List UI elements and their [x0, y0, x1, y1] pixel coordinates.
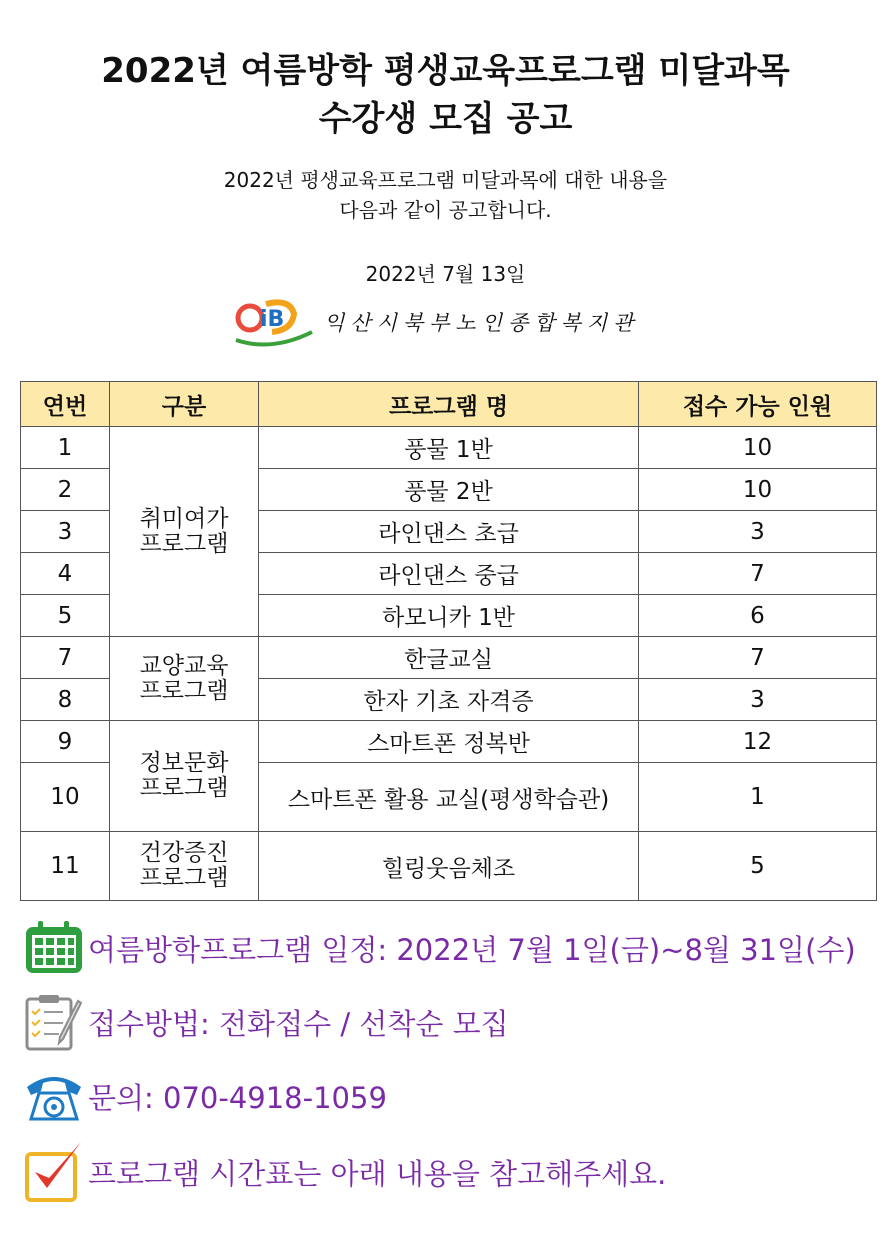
program-name: 풍물 2반 — [259, 469, 639, 511]
organization-name: 익산시북부노인종합복지관 — [324, 311, 640, 335]
row-number: 1 — [21, 427, 110, 469]
program-table — [20, 381, 877, 901]
schedule-text: 여름방학프로그램 일정: 2022년 7월 1일(금)~8월 31일(수) — [88, 932, 856, 967]
table-row — [21, 832, 877, 901]
header-no: 연번 — [21, 382, 110, 427]
row-number: 3 — [21, 511, 110, 553]
intro-text: 2022년 평생교육프로그램 미달과목에 대한 내용을 — [223, 168, 668, 192]
phone-icon — [22, 1066, 86, 1126]
table-row — [21, 637, 877, 679]
program-name: 풍물 1반 — [259, 427, 639, 469]
program-name: 라인댄스 초급 — [259, 511, 639, 553]
header-category: 구분 — [110, 382, 259, 427]
intro-text-line2: 다음과 같이 공고합니다. — [339, 198, 552, 222]
timetable-note-text: 프로그램 시간표는 아래 내용을 참고해주세요. — [88, 1156, 667, 1191]
page-title-line2: 수강생 모집 공고 — [318, 99, 573, 139]
table-row — [21, 721, 877, 763]
capacity-count: 12 — [639, 721, 877, 763]
svg-text:iB: iB — [260, 307, 285, 332]
row-number: 10 — [21, 763, 110, 832]
capacity-count: 5 — [639, 832, 877, 901]
header-program-name: 프로그램 명 — [259, 382, 639, 427]
announcement-date: 2022년 7월 13일 — [365, 262, 526, 286]
table-row — [21, 427, 877, 469]
row-number: 9 — [21, 721, 110, 763]
logo-mark-icon — [232, 296, 316, 348]
category-cell: 교양교육 프로그램 — [110, 637, 259, 721]
contact-info — [22, 1066, 387, 1126]
category-cell: 취미여가 프로그램 — [110, 427, 259, 637]
registration-text: 접수방법: 전화접수 / 선착순 모집 — [88, 1006, 509, 1041]
capacity-count: 7 — [639, 553, 877, 595]
row-number: 2 — [21, 469, 110, 511]
capacity-count: 1 — [639, 763, 877, 832]
row-number: 7 — [21, 637, 110, 679]
program-name: 라인댄스 중급 — [259, 553, 639, 595]
capacity-count: 3 — [639, 511, 877, 553]
row-number: 8 — [21, 679, 110, 721]
program-name: 스마트폰 활용 교실(평생학습관) — [259, 763, 639, 832]
table-header-row — [21, 382, 877, 427]
program-name: 힐링웃음체조 — [259, 832, 639, 901]
contact-text: 문의: 070-4918-1059 — [88, 1080, 387, 1115]
calendar-icon — [22, 918, 86, 978]
timetable-note — [22, 1142, 666, 1202]
registration-info — [22, 992, 509, 1052]
program-name: 한글교실 — [259, 637, 639, 679]
capacity-count: 10 — [639, 469, 877, 511]
program-name: 하모니카 1반 — [259, 595, 639, 637]
checkbox-icon — [22, 1142, 86, 1202]
program-name: 스마트폰 정복반 — [259, 721, 639, 763]
organization-logo — [232, 296, 639, 348]
page-title: 2022년 여름방학 평생교육프로그램 미달과목 — [101, 51, 790, 91]
capacity-count: 6 — [639, 595, 877, 637]
header-capacity: 접수 가능 인원 — [639, 382, 877, 427]
row-number: 5 — [21, 595, 110, 637]
program-name: 한자 기초 자격증 — [259, 679, 639, 721]
clipboard-icon — [22, 992, 86, 1052]
category-cell: 정보문화 프로그램 — [110, 721, 259, 832]
row-number: 11 — [21, 832, 110, 901]
capacity-count: 3 — [639, 679, 877, 721]
capacity-count: 10 — [639, 427, 877, 469]
category-cell: 건강증진 프로그램 — [110, 832, 259, 901]
schedule-info — [22, 918, 856, 978]
row-number: 4 — [21, 553, 110, 595]
capacity-count: 7 — [639, 637, 877, 679]
